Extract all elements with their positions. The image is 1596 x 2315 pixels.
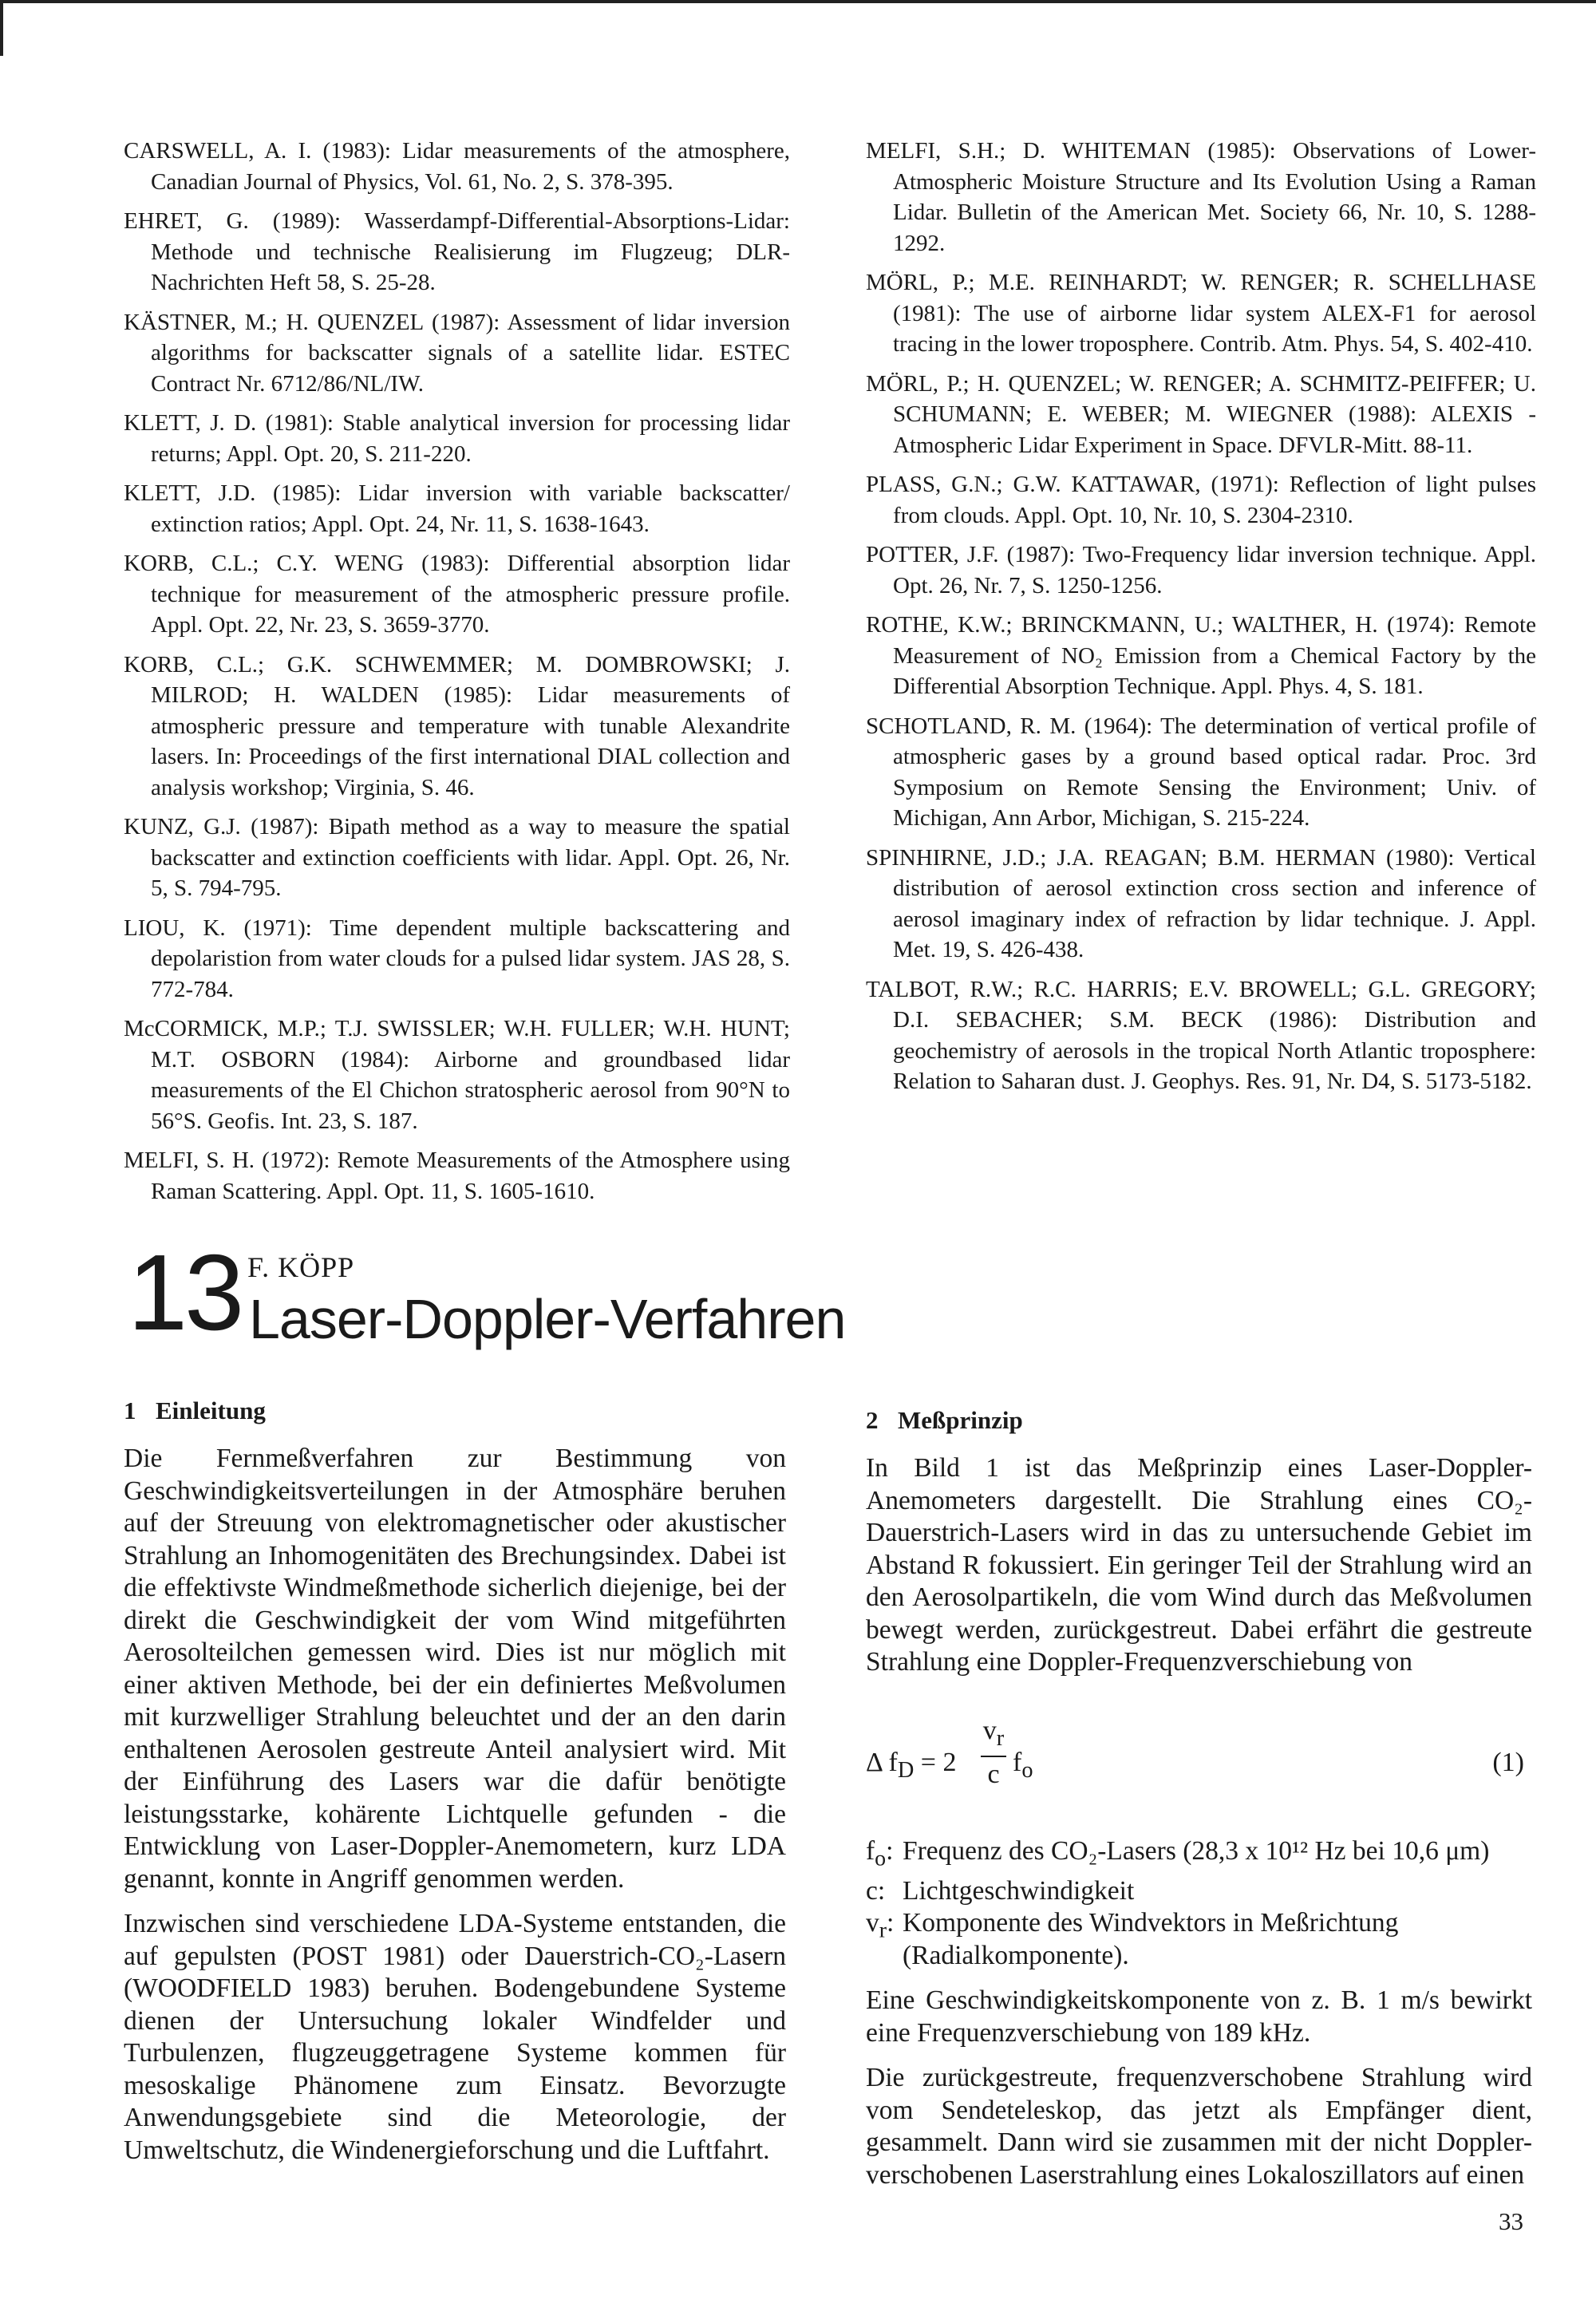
section-einleitung [124, 1397, 786, 2179]
section-messprinzip [866, 1406, 1532, 2204]
chapter-number: 13 [128, 1232, 242, 1353]
section-title: Meßprinzip [898, 1406, 1023, 1434]
scan-edge-left [0, 0, 3, 56]
section-heading [866, 1406, 1532, 1435]
reference-entry: KORB, C.L.; C.Y. WENG (1983): Differential absorption lidar technique for measurement of the atmospheric pressure profile. Appl. Opt. 22, Nr. 23, S. 3659-3770. [124, 551, 790, 638]
body-paragraph: Die Fernmeßverfahren zur Bestimmung von Geschwindigkeitsverteilungen in der Atmosphäre beruhen auf der Streuung von elektromagnetischer oder akustischer Strahlung an Inhomogenitäten des Brechungsindex. Dabei ist die effektivste Windmeßmethode sicherlich diejenige, bei der direkt die Geschwindigkeit der vom Wind mitgeführten Aerosolteilchen gemessen wird. Dies ist nur möglich mit einer aktiven Methode, bei der ein definiertes Meßvolumen mit kurzwelliger Strahlung beleuchtet und der an den darin enthaltenen Aerosolen gestreute Anteil analysiert wird. Mit der Einführung des Lasers war die dafür benötigte leistungsstarke, kohärente Lichtquelle gefunden - die Entwicklung von Laser-Doppler-Anemometern, kurz LDA genannt, konnte in Angriff genommen werden. [124, 1444, 786, 1894]
reference-entry: LIOU, K. (1971): Time dependent multiple backscattering and depolaristion from water clouds for a pulsed lidar system. JAS 28, S. 772-784. [124, 915, 790, 1002]
reference-entry: MÖRL, P.; M.E. REINHARDT; W. RENGER; R. SCHELLHASE (1981): The use of airborne lidar system ALEX-F1 for aerosol tracing in the lower troposphere. Contrib. Atm. Phys. 54, S. 402-410. [866, 270, 1536, 357]
reference-entry: TALBOT, R.W.; R.C. HARRIS; E.V. BROWELL; G.L. GREGORY; D.I. SEBACHER; S.M. BECK (1986): Distribution and geochemistry of aerosols in the tropical North Atlantic troposphere: Relation to Saharan dust. J. Geophys. Res. 91, Nr. D4, S. 5173-5182. [866, 976, 1536, 1094]
reference-entry: KLETT, J.D. (1985): Lidar inversion with variable backscatter/ extinction ratios; Appl. Opt. 24, Nr. 11, S. 1638-1643. [124, 480, 790, 537]
section-number: 1 [124, 1397, 136, 1424]
section-title: Einleitung [156, 1397, 266, 1424]
equation-lhs: Δ $f_D = 2$ [866, 1747, 957, 1783]
symbol-definition: $v_r$: Komponente des Windvektors in Meßrichtung (Radialkomponente). [866, 1908, 1399, 1970]
equation-fraction: $v_r$ c [981, 1716, 1006, 1791]
reference-entry: MELFI, S. H. (1972): Remote Measurements of the Atmosphere using Raman Scattering. Appl. Opt. 11, S. 1605-1610. [124, 1148, 790, 1204]
equation-rhs: $f_o$ [1013, 1747, 1033, 1783]
symbol-definitions [866, 1835, 1532, 1973]
scan-edge-top [0, 0, 1596, 3]
reference-entry: ROTHE, K.W.; BRINCKMANN, U.; WALTHER, H. (1974): Remote Measurement of NO₂ Emission from a Chemical Factory by the Differential Absorption Technique. Appl. Phys. 4, S. 181. [866, 612, 1536, 699]
symbol-definition: c: Lichtgeschwindigkeit [866, 1875, 1135, 1906]
reference-entry: CARSWELL, A. I. (1983): Lidar measurements of the atmosphere, Canadian Journal of Physics, Vol. 61, No. 2, S. 378-395. [124, 138, 790, 195]
references-left-column [124, 136, 790, 1215]
reference-entry: MÖRL, P.; H. QUENZEL; W. RENGER; A. SCHMITZ-PEIFFER; U. SCHUMANN; E. WEBER; M. WIEGNER (1988): ALEXIS - Atmospheric Lidar Experiment in Space. DFVLR-Mitt. 88-11. [866, 370, 1536, 458]
symbol-definition: $f_o$: Frequenz des CO₂-Lasers (28,3 x 10¹² Hz bei 10,6 μm) [866, 1835, 1490, 1871]
body-paragraph: In Bild 1 ist das Meßprinzip eines Laser-Doppler-Anemometers dargestellt. Die Strahlung eines CO₂-Dauerstrich-Lasers wird in das zu untersuchende Gebiet im Abstand R fokussiert. Ein geringer Teil der Strahlung wird an den Aerosolpartikeln, die vom Wind durch das Meßvolumen bewegt werden, zurückgestreut. Dabei erfährt die gestreute Strahlung eine Doppler-Frequenzverschiebung von [866, 1453, 1532, 1677]
chapter-title: Laser-Doppler-Verfahren [249, 1288, 846, 1350]
equation-number: (1) [1492, 1747, 1524, 1777]
body-paragraph: Die zurückgestreute, frequenzverschobene Strahlung wird vom Sendeteleskop, das jetzt als Empfänger dient, gesammelt. Dann wird sie zusammen mit der nicht Doppler-verschobenen Laserstrahlung eines Lokaloszillators auf einen [866, 2063, 1532, 2190]
reference-entry: KLETT, J. D. (1981): Stable analytical inversion for processing lidar returns; Appl. Opt. 20, S. 211-220. [124, 410, 790, 467]
reference-entry: EHRET, G. (1989): Wasserdampf-Differential-Absorptions-Lidar: Methode und technische Realisierung im Flugzeug; DLR-Nachrichten Heft 58, S. 25-28. [124, 208, 790, 295]
chapter-heading [128, 1232, 1484, 1361]
reference-entry: SPINHIRNE, J.D.; J.A. REAGAN; B.M. HERMAN (1980): Vertical distribution of aerosol extinction cross section and inference of aerosol imaginary index of refraction by lidar technique. J. Appl. Met. 19, S. 426-438. [866, 844, 1536, 962]
chapter-author: F. KÖPP [247, 1251, 355, 1283]
references-right-column [866, 136, 1536, 1106]
reference-entry: McCORMICK, M.P.; T.J. SWISSLER; W.H. FULLER; W.H. HUNT; M.T. OSBORN (1984): Airborne and groundbased lidar measurements of the El Chichon stratospheric aerosol from 90°N to 56°S. Geofis. Int. 23, S. 187. [124, 1016, 790, 1134]
reference-entry: KORB, C.L.; G.K. SCHWEMMER; M. DOMBROWSKI; J. MILROD; H. WALDEN (1985): Lidar measurements of atmospheric pressure and temperature with tunable Alexandrite lasers. In: Proceedings of the first international DIAL collection and analysis workshop; Virginia, S. 46. [124, 651, 790, 800]
reference-entry: MELFI, S.H.; D. WHITEMAN (1985): Observations of Lower-Atmospheric Moisture Structure and Its Evolution Using a Raman Lidar. Bulletin of the American Met. Society 66, Nr. 10, S. 1288-1292. [866, 138, 1536, 256]
page-number: 33 [1499, 2207, 1523, 2235]
body-paragraph: Inzwischen sind verschiedene LDA-Systeme entstanden, die auf gepulsten (POST 1981) oder Dauerstrich-CO₂-Lasern (WOODFIELD 1983) beruhen. Bodengebundene Systeme dienen der Untersuchung lokaler Windfelder und Turbulenzen, flugzeuggetragene Systeme kommen für mesoskalige Phänomene zum Einsatz. Bevorzugte Anwendungsgebiete sind die Meteorologie, der Umweltschutz, die Windenergieforschung und die Luftfahrt. [124, 1909, 786, 2165]
reference-entry: SCHOTLAND, R. M. (1964): The determination of vertical profile of atmospheric gases by a ground based optical radar. Proc. 3rd Symposium on Remote Sensing the Environment; Univ. of Michigan, Ann Arbor, Michigan, S. 215-224. [866, 713, 1536, 831]
reference-entry: PLASS, G.N.; G.W. KATTAWAR, (1971): Reflection of light pulses from clouds. Appl. Opt. 10, Nr. 10, S. 2304-2310. [866, 472, 1536, 528]
reference-entry: POTTER, J.F. (1987): Two-Frequency lidar inversion technique. Appl. Opt. 26, Nr. 7, S. 1250-1256. [866, 542, 1536, 599]
section-heading [124, 1397, 786, 1425]
body-paragraph: Eine Geschwindigkeitskomponente von z. B. 1 m/s bewirkt eine Frequenzverschiebung von 189 kHz. [866, 1985, 1532, 2048]
reference-entry: KUNZ, G.J. (1987): Bipath method as a way to measure the spatial backscatter and extinction coefficients with lidar. Appl. Opt. 26, Nr. 5, S. 794-795. [124, 814, 790, 901]
reference-entry: KÄSTNER, M.; H. QUENZEL (1987): Assessment of lidar inversion algorithms for backscatter signals of a satellite lidar. ESTEC Contract Nr. 6712/86/NL/IW. [124, 309, 790, 397]
section-number: 2 [866, 1406, 879, 1434]
equation-1 [866, 1711, 1532, 1813]
